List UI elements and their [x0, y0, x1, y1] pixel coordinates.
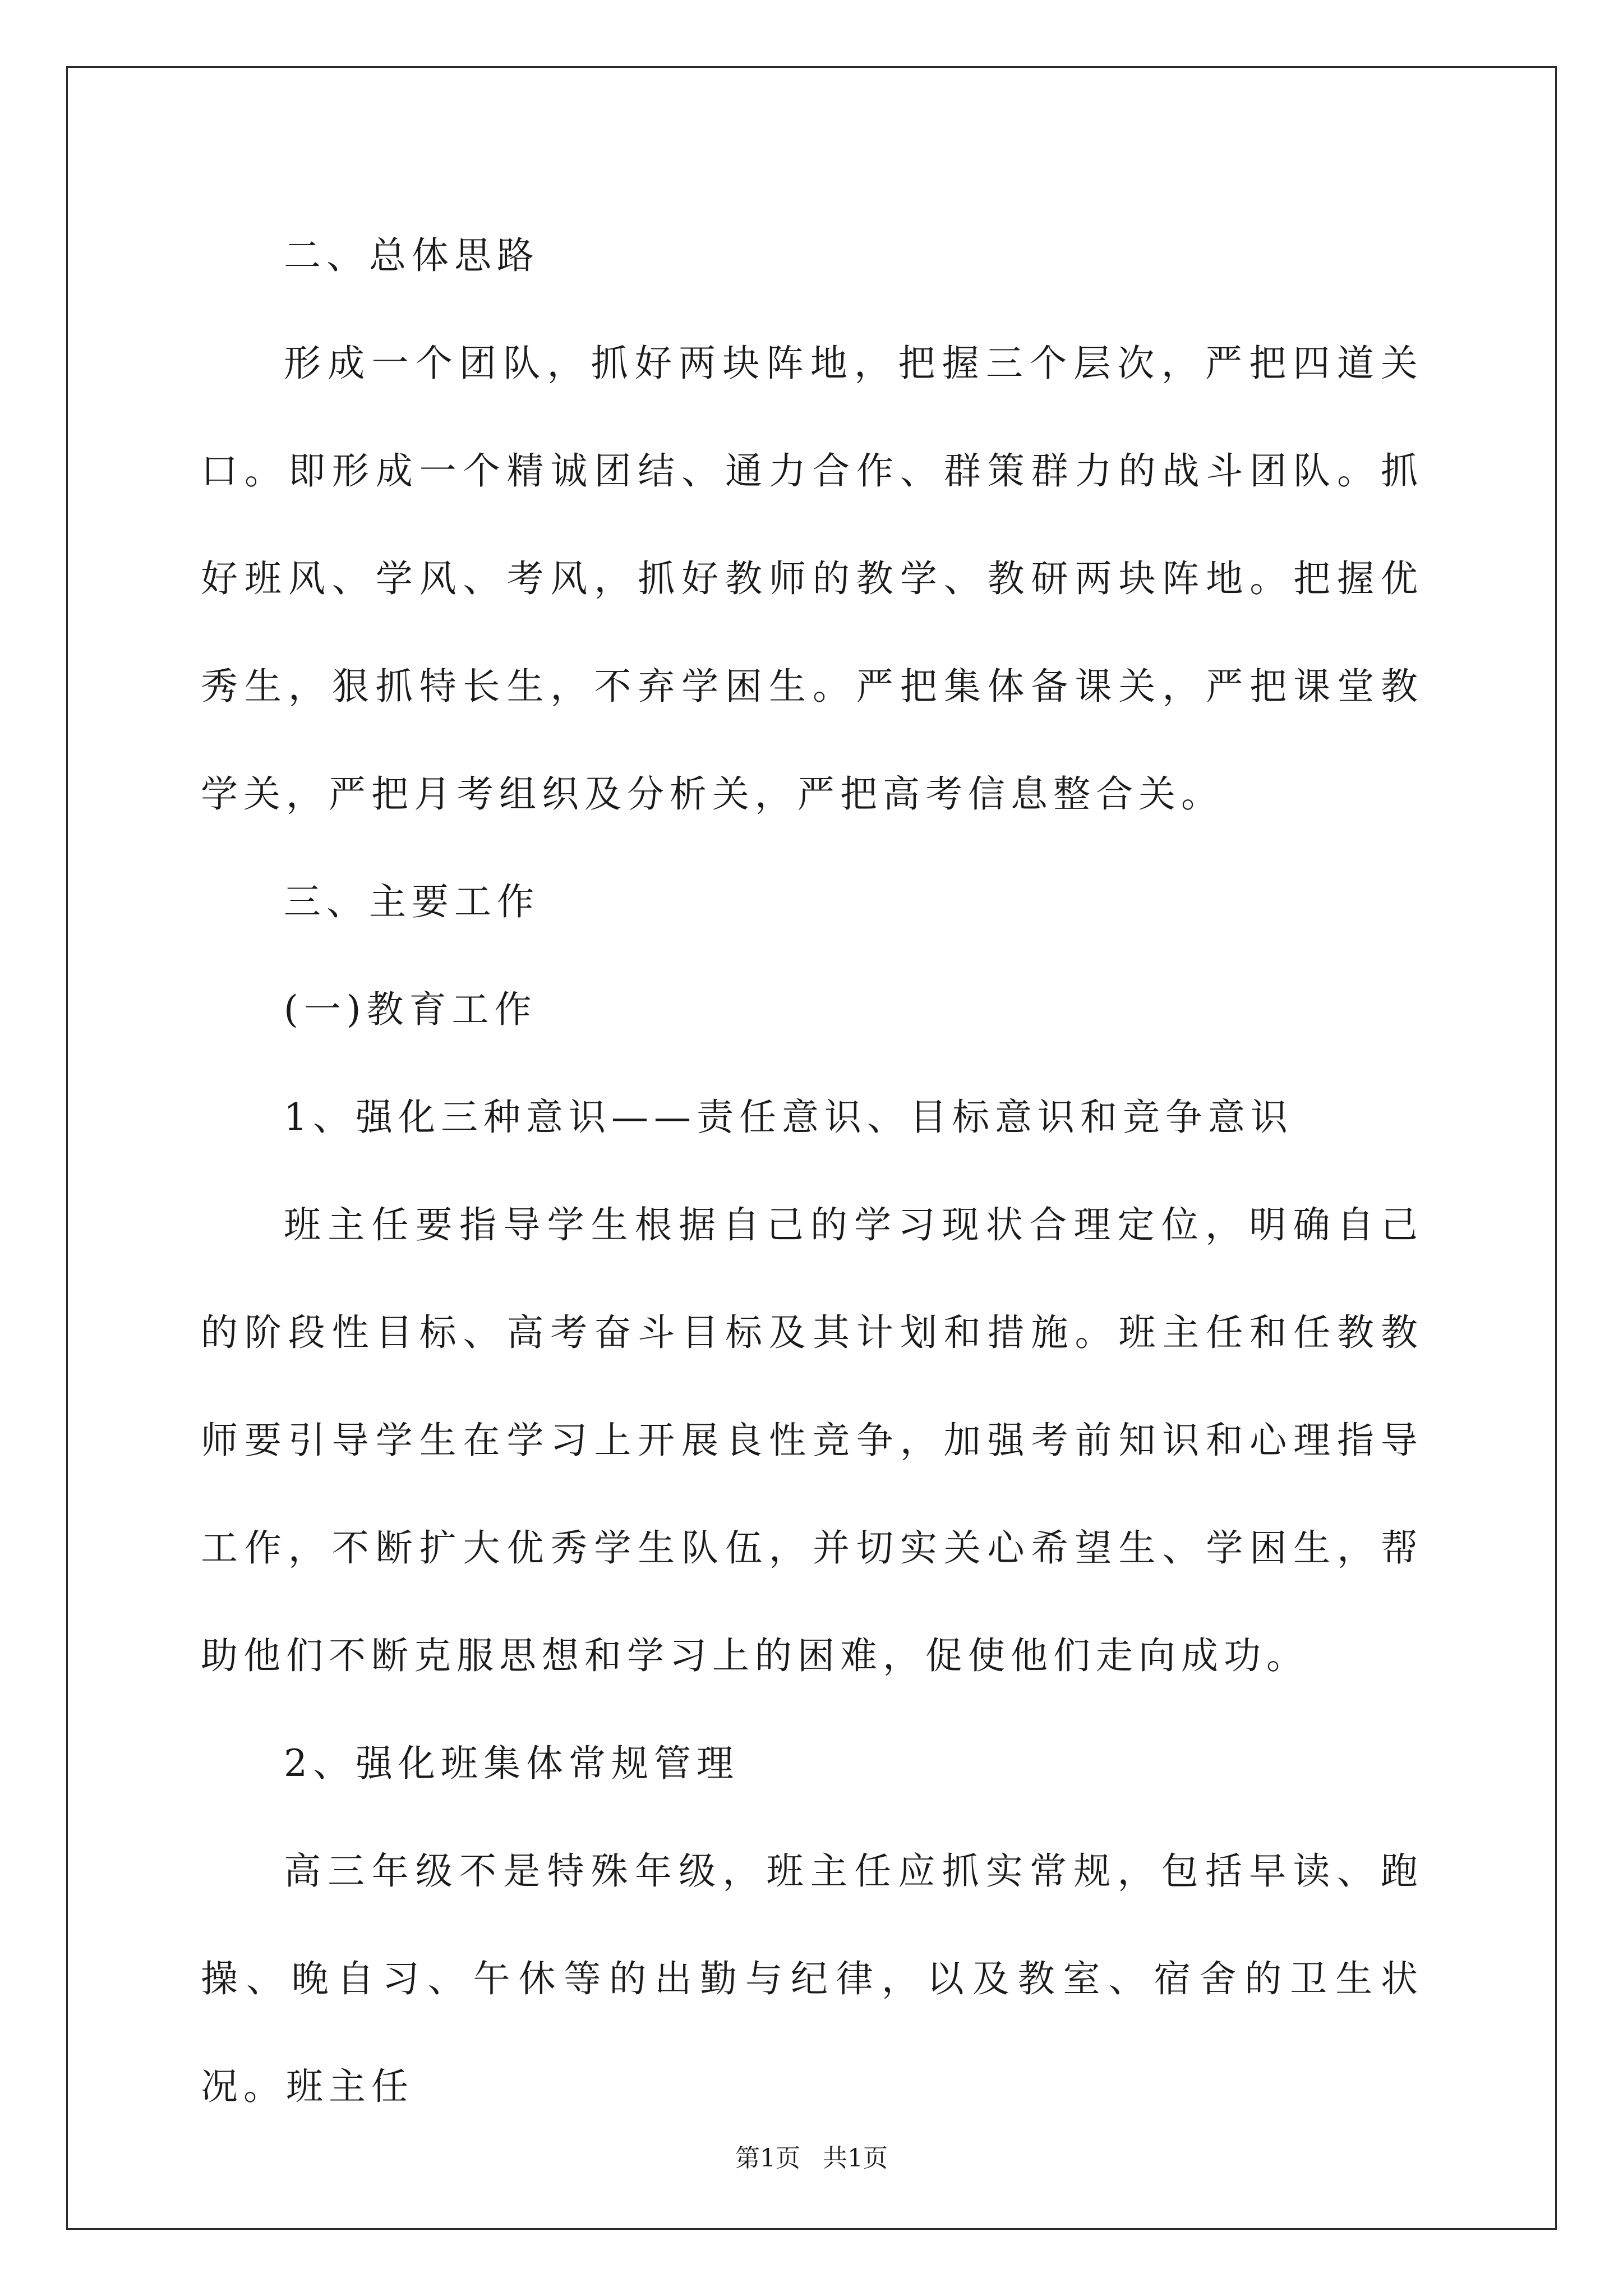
section-heading: 三、主要工作 [284, 880, 540, 923]
section-heading: 二、总体思路 [284, 234, 540, 277]
document-body [201, 202, 1423, 2141]
page-number: 第1页 [735, 2144, 800, 2173]
subsection-heading: (一)教育工作 [284, 988, 537, 1031]
body-paragraph: 班主任要指导学生根据自己的学习现状合理定位，明确自己的阶段性目标、高考奋斗目标及其计划和措施。班主任和任教教师要引导学生在学习上开展良性竞争，加强考前知识和心理指导工作，不断扩大优秀学生队伍，并切实关心希望生、学困生，帮助他们不断克服思想和学习上的困难，促使他们走向成功。 [201, 1203, 1423, 1677]
page-total: 共1页 [823, 2144, 888, 2173]
page-footer [0, 2142, 1623, 2175]
body-paragraph: 形成一个团队，抓好两块阵地，把握三个层次，严把四道关口。即形成一个精诚团结、通力合作、群策群力的战斗团队。抓好班风、学风、考风，抓好教师的教学、教研两块阵地。把握优秀生，狠抓特长生，不弃学困生。严把集体备课关，严把课堂教学关，严把月考组织及分析关，严把高考信息整合关。 [201, 342, 1423, 816]
body-paragraph: 高三年级不是特殊年级，班主任应抓实常规，包括早读、跑操、晚自习、午休等的出勤与纪律，以及教室、宿舍的卫生状况。班主任 [201, 1849, 1423, 2108]
item-heading: 1、强化三种意识——责任意识、目标意识和竞争意识 [284, 1096, 1293, 1139]
item-heading: 2、强化班集体常规管理 [284, 1742, 739, 1785]
